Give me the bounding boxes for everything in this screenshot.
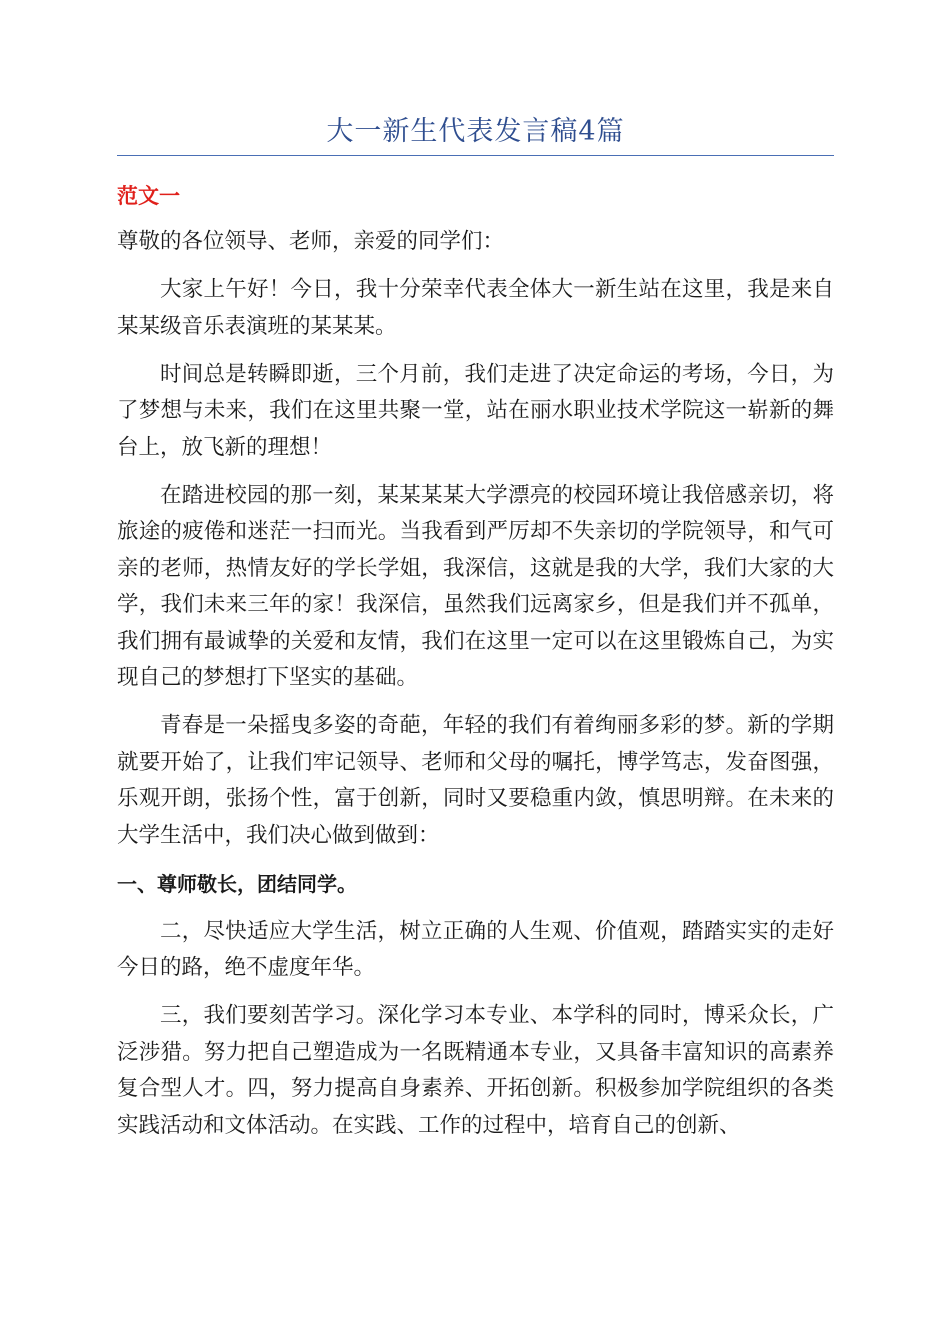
body-paragraph: 三，我们要刻苦学习。深化学习本专业、本学科的同时，博采众长，广泛涉猎。努力把自己塑造成为一名既精通本专业，又具备丰富知识的高素养复合型人才。四，努力提高自身素养、开拓创新。积极参加学院组织的各类实践活动和文体活动。在实践、工作的过程中，培育自己的创新、 bbox=[117, 1003, 834, 1138]
body-paragraph: 青春是一朵摇曳多姿的奇葩，年轻的我们有着绚丽多彩的梦。新的学期就要开始了，让我们牢记领导、老师和父母的嘱托，博学笃志，发奋图强，乐观开朗，张扬个性，富于创新，同时又要稳重内敛，慎思明辩。在未来的大学生活中，我们决心做到做到： bbox=[117, 713, 834, 848]
bold-point-heading: 一、尊师敬长，团结同学。 bbox=[117, 871, 357, 896]
body-paragraph: 二，尽快适应大学生活，树立正确的人生观、价值观，踏踏实实的走好今日的路，绝不虚度年华。 bbox=[117, 918, 834, 980]
document-title: 大一新生代表发言稿4篇 bbox=[326, 116, 625, 147]
section-heading: 范文一 bbox=[117, 184, 180, 208]
salutation-paragraph: 尊敬的各位领导、老师，亲爱的同学们： bbox=[117, 229, 505, 254]
body-paragraph: 在踏进校园的那一刻，某某某某大学漂亮的校园环境让我倍感亲切，将旅途的疲倦和迷茫一扫而光。当我看到严厉却不失亲切的学院领导，和气可亲的老师，热情友好的学长学姐，我深信，这就是我的大学，我们大家的大学，我们未来三年的家！我深信，虽然我们远离家乡，但是我们并不孤单，我们拥有最诚挚的关爱和友情，我们在这里一定可以在这里锻炼自己，为实现自己的梦想打下坚实的基础。 bbox=[117, 482, 834, 690]
body-paragraph: 大家上午好！今日，我十分荣幸代表全体大一新生站在这里，我是来自某某级音乐表演班的某某某。 bbox=[117, 277, 834, 339]
title-underline bbox=[117, 155, 834, 156]
document-body bbox=[117, 224, 834, 1156]
body-paragraph: 时间总是转瞬即逝，三个月前，我们走进了决定命运的考场，今日，为了梦想与未来，我们在这里共聚一堂，站在丽水职业技术学院这一崭新的舞台上，放飞新的理想！ bbox=[117, 361, 834, 460]
